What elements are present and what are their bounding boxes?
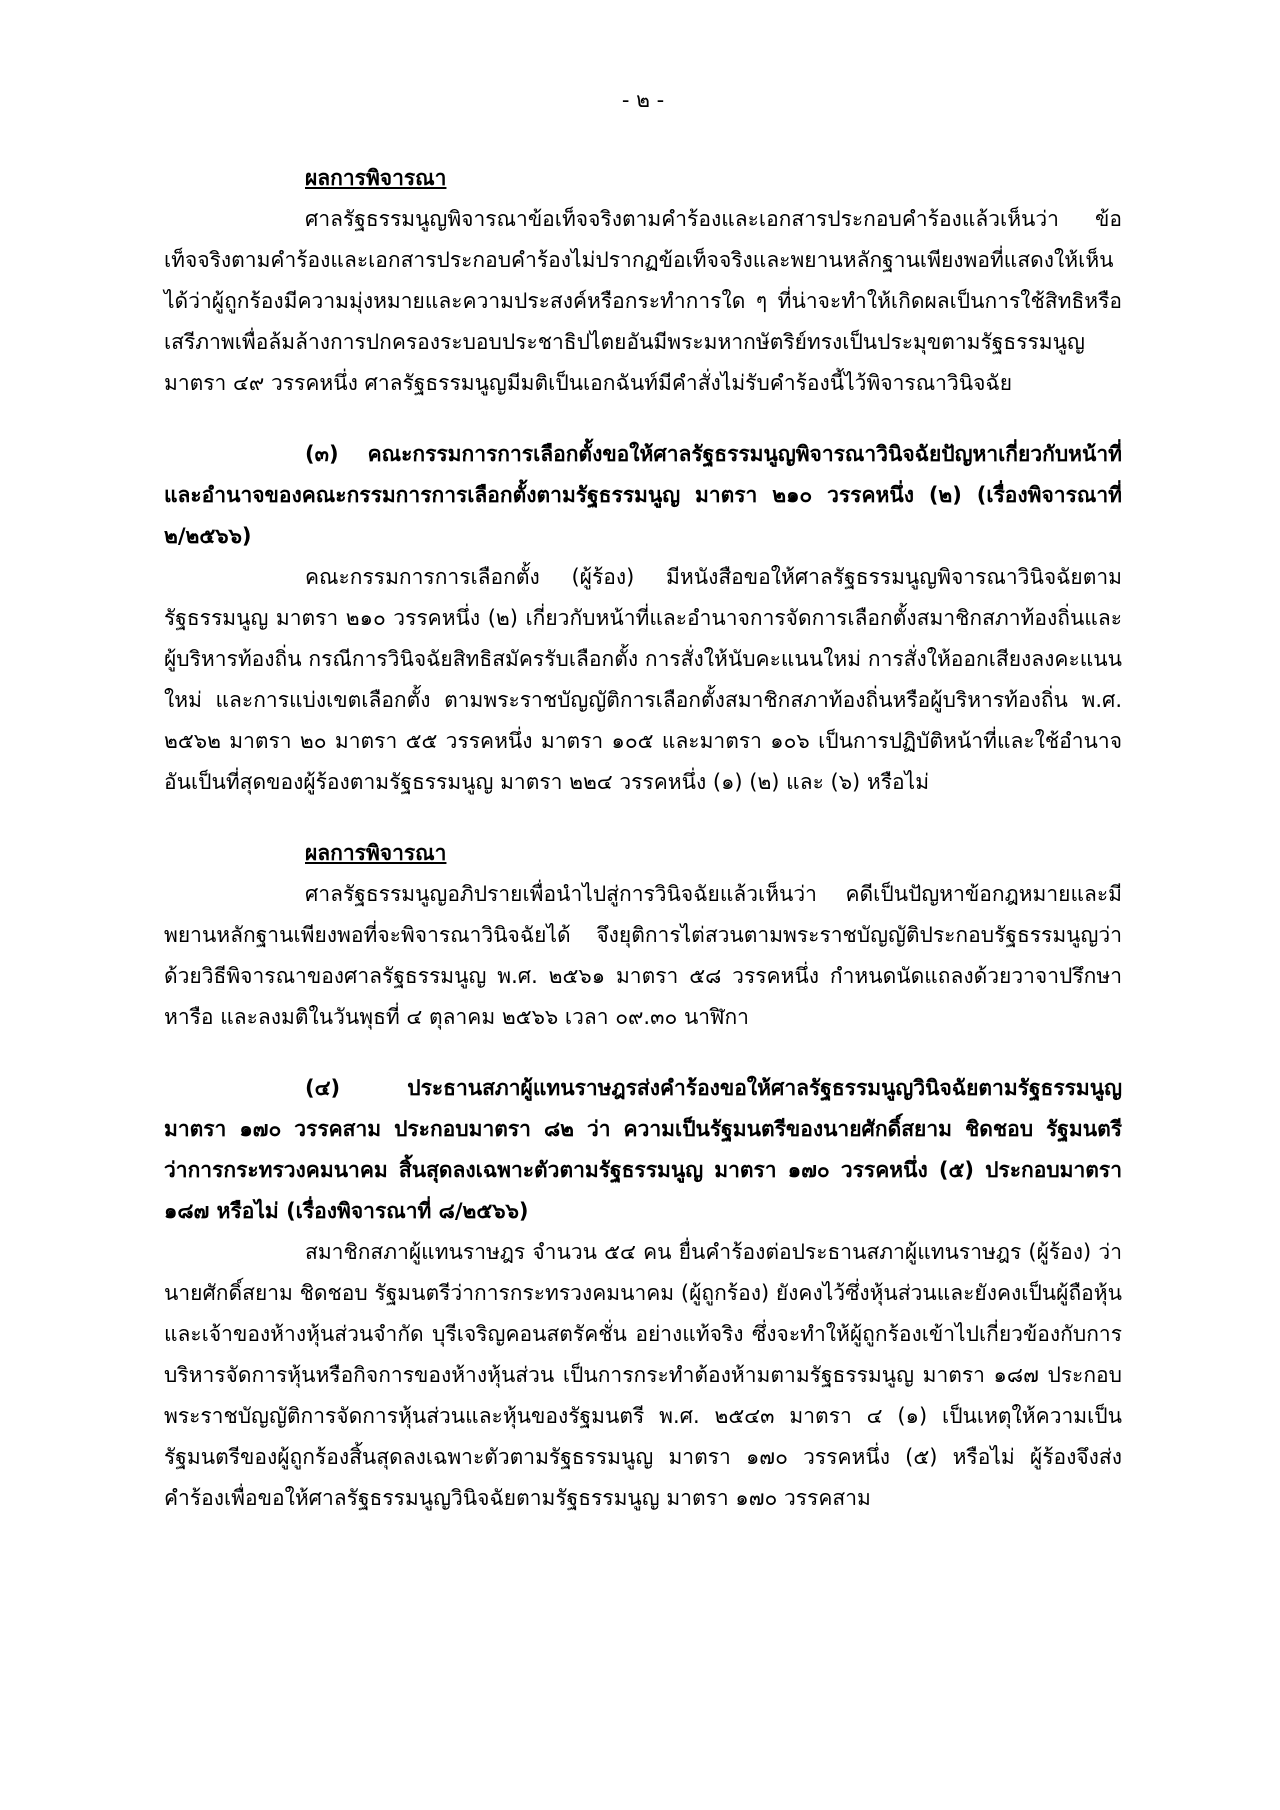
section-body-result-2: ศาลรัฐธรรมนูญอภิปรายเพื่อนำไปสู่การวินิจฉัยแล้วเห็นว่า คดีเป็นปัญหาข้อกฎหมายและมีพยานหลักฐานเพียงพอที่จะพิจารณาวินิจฉัยได้ จึงยุติการไต่สวนตามพระราชบัญญัติประกอบรัฐธรรมนูญว่าด้วยวิธีพิจารณาของศาลรัฐธรรมนูญ พ.ศ. ๒๕๖๑ มาตรา ๕๘ วรรคหนึ่ง กำหนดนัดแถลงด้วยวาจาปรึกษาหารือ และลงมติในวันพุธที่ ๔ ตุลาคม ๒๕๖๖ เวลา ๐๙.๓๐ นาฬิกา xyxy=(164,882,1122,1029)
case-3-body: คณะกรรมการการเลือกตั้ง (ผู้ร้อง) มีหนังสือขอให้ศาลรัฐธรรมนูญพิจารณาวินิจฉัยตามรัฐธรรมนูญ มาตรา ๒๑๐ วรรคหนึ่ง (๒) เกี่ยวกับหน้าที่และอำนาจการจัดการเลือกตั้งสมาชิกสภาท้องถิ่นและผู้บริหารท้องถิ่น กรณีการวินิจฉัยสิทธิสมัครรับเลือกตั้ง การสั่งให้นับคะแนนใหม่ การสั่งให้ออกเสียงลงคะแนนใหม่ และการแบ่งเขตเลือกตั้ง ตามพระราชบัญญัติการเลือกตั้งสมาชิกสภาท้องถิ่นหรือผู้บริหารท้องถิ่น พ.ศ. ๒๕๖๒ มาตรา ๒๐ มาตรา ๕๕ วรรคหนึ่ง มาตรา ๑๐๕ และมาตรา ๑๐๖ เป็นการปฏิบัติหน้าที่และใช้อำนาจ อันเป็นที่สุดของผู้ร้องตามรัฐธรรมนูญ มาตรา ๒๒๔ วรรคหนึ่ง (๑) (๒) และ (๖) หรือไม่ xyxy=(164,565,1122,794)
section-heading-result-1: ผลการพิจารณา xyxy=(305,166,447,190)
page-number: - ๒ - xyxy=(621,88,665,112)
section-heading-result-2: ผลการพิจารณา xyxy=(305,841,447,865)
case-4-body: สมาชิกสภาผู้แทนราษฎร จำนวน ๕๔ คน ยื่นคำร้องต่อประธานสภาผู้แทนราษฎร (ผู้ร้อง) ว่า นายศักดิ์สยาม ชิดชอบ รัฐมนตรีว่าการกระทรวงคมนาคม (ผู้ถูกร้อง) ยังคงไว้ซึ่งหุ้นส่วนและยังคงเป็นผู้ถือหุ้นและเจ้าของห้างหุ้นส่วนจำกัด บุรีเจริญคอนสตรัคชั่น อย่างแท้จริง ซึ่งจะทำให้ผู้ถูกร้องเข้าไปเกี่ยวข้องกับการบริหารจัดการหุ้นหรือกิจการของห้างหุ้นส่วน เป็นการกระทำต้องห้ามตามรัฐธรรมนูญ มาตรา ๑๘๗ ประกอบพระราชบัญญัติการจัดการหุ้นส่วนและหุ้นของรัฐมนตรี พ.ศ. ๒๕๔๓ มาตรา ๔ (๑) เป็นเหตุให้ความเป็นรัฐมนตรีของผู้ถูกร้องสิ้นสุดลงเฉพาะตัวตามรัฐธรรมนูญ มาตรา ๑๗๐ วรรคหนึ่ง (๕) หรือไม่ ผู้ร้องจึงส่งคำร้องเพื่อขอให้ศาลรัฐธรรมนูญวินิจฉัยตามรัฐธรรมนูญ มาตรา ๑๗๐ วรรคสาม xyxy=(164,1240,1122,1510)
section-body-result-1: ศาลรัฐธรรมนูญพิจารณาข้อเท็จจริงตามคำร้องและเอกสารประกอบคำร้องแล้วเห็นว่า ข้อเท็จจริงตามคำร้องและเอกสารประกอบคำร้องไม่ปรากฏข้อเท็จจริงและพยานหลักฐานเพียงพอที่แสดงให้เห็นได้ว่าผู้ถูกร้องมีความมุ่งหมายและความประสงค์หรือกระทำการใด ๆ ที่น่าจะทำให้เกิดผลเป็นการใช้สิทธิหรือเสรีภาพเพื่อล้มล้างการปกครองระบอบประชาธิปไตยอันมีพระมหากษัตริย์ทรงเป็นประมุขตามรัฐธรรมนูญ มาตรา ๔๙ วรรคหนึ่ง ศาลรัฐธรรมนูญมีมติเป็นเอกฉันท์มีคำสั่งไม่รับคำร้องนี้ไว้พิจารณาวินิจฉัย xyxy=(164,207,1122,395)
case-3-title: (๓) คณะกรรมการการเลือกตั้งขอให้ศาลรัฐธรรมนูญพิจารณาวินิจฉัยปัญหาเกี่ยวกับหน้าที่และอำนาจของคณะกรรมการการเลือกตั้งตามรัฐธรรมนูญ มาตรา ๒๑๐ วรรคหนึ่ง (๒) (เรื่องพิจารณาที่ ๒/๒๕๖๖) xyxy=(164,442,1122,548)
case-4-title: (๔) ประธานสภาผู้แทนราษฎรส่งคำร้องขอให้ศาลรัฐธรรมนูญวินิจฉัยตามรัฐธรรมนูญ มาตรา ๑๗๐ วรรคสาม ประกอบมาตรา ๘๒ ว่า ความเป็นรัฐมนตรีของนายศักดิ์สยาม ชิดชอบ รัฐมนตรีว่าการกระทรวงคมนาคม สิ้นสุดลงเฉพาะตัวตามรัฐธรรมนูญ มาตรา ๑๗๐ วรรคหนึ่ง (๕) ประกอบมาตรา ๑๘๗ หรือไม่ (เรื่องพิจารณาที่ ๘/๒๕๖๖) xyxy=(164,1076,1122,1223)
